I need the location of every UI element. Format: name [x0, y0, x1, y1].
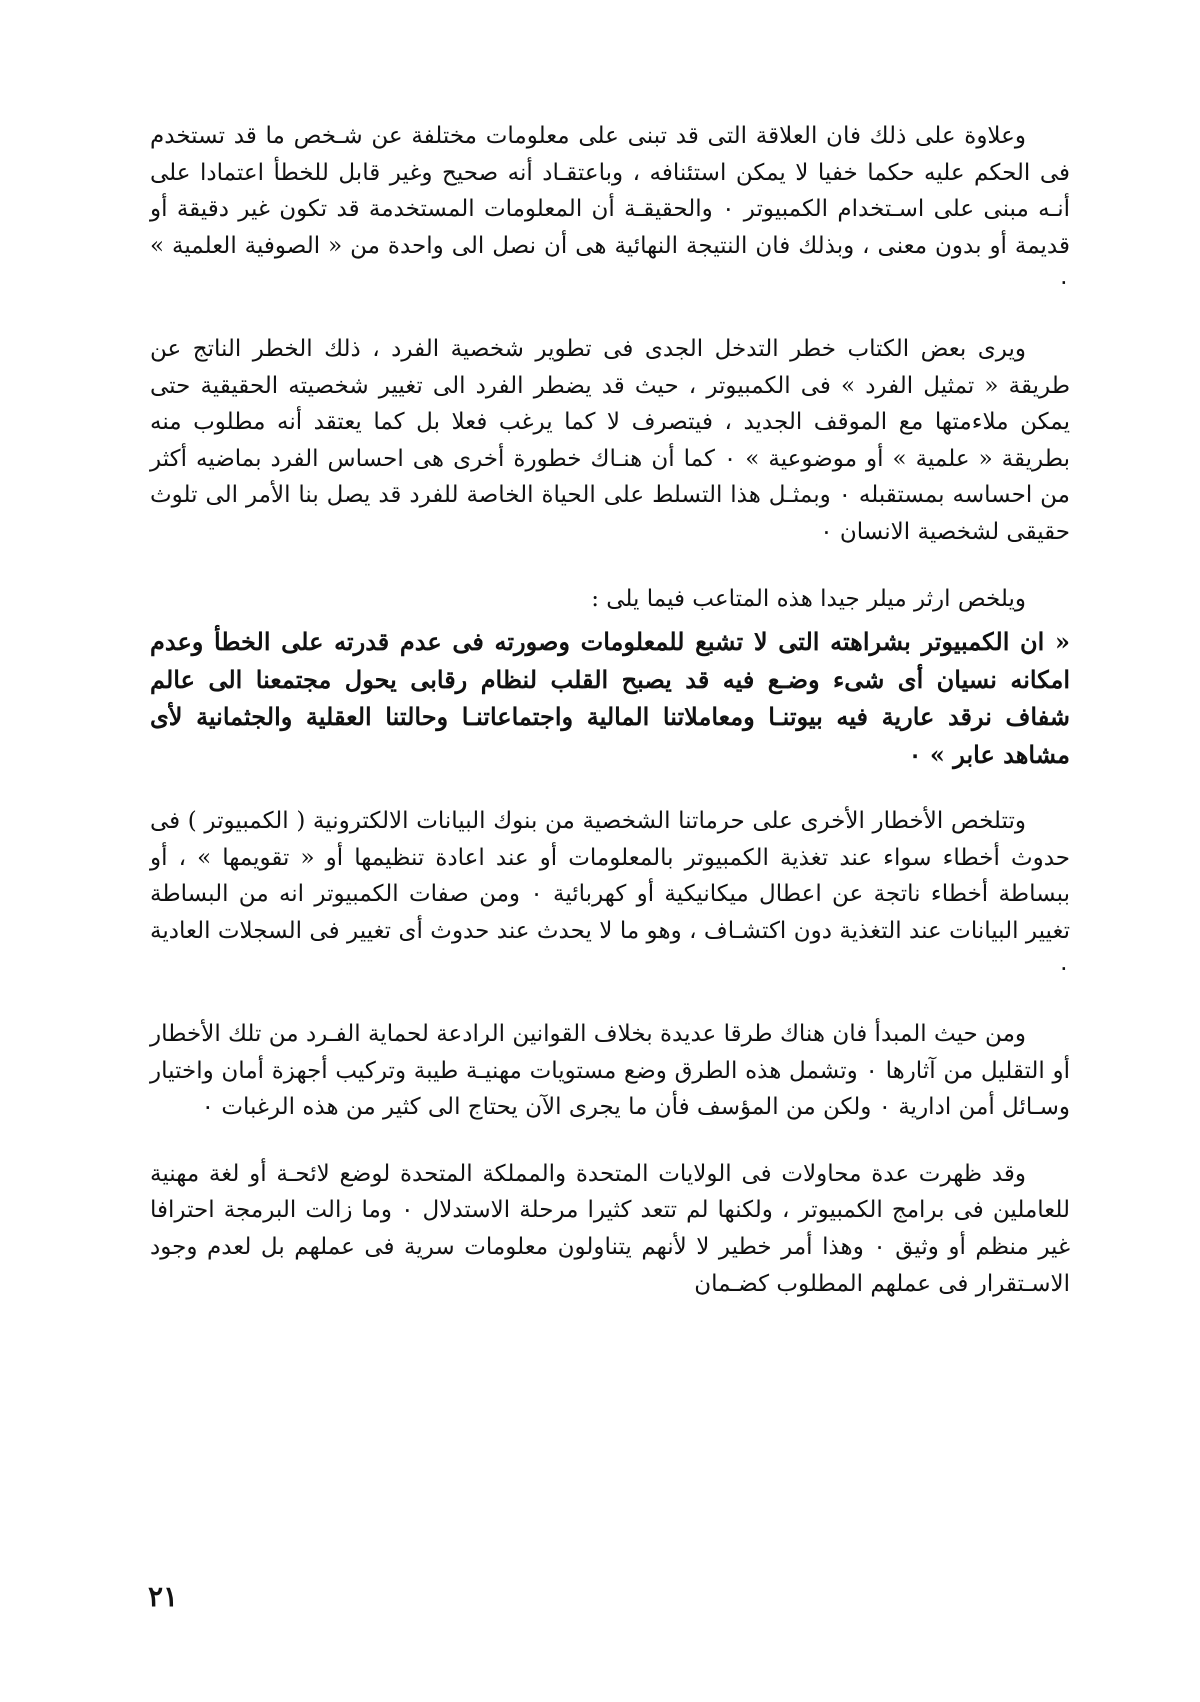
- paragraph-1: وعلاوة على ذلك فان العلاقة التى قد تبنى على معلومات مختلفة عن شـخص ما قد تستخدم فى الحكم عليه حكما خفيا لا يمكن استئنافه ، وباعتقـاد أنه صحيح وغير قابل للخطأ اعتمادا على أنـه مبنى على اسـتخدام الكمبيوتر ٠ والحقيقـة أن المعلومات المستخدمة قد تكون غير دقيقة أو قديمة أو بدون معنى ، وبذلك فان النتيجة النهائية هى أن نصل الى واحدة من « الصوفية العلمية » ٠: [150, 123, 1070, 296]
- page-number: ٢١: [148, 1580, 179, 1613]
- page-body: [150, 118, 1070, 1332]
- paragraph-6: وقد ظهرت عدة محاولات فى الولايات المتحدة والمملكة المتحدة لوضع لائحـة أو لغة مهنية للعاملين فى برامج الكمبيوتر ، ولكنها لم تتعد كثيرا مرحلة الاستدلال ٠ وما زالت البرمجة احترافا غير منظم أو وثيق ٠ وهذا أمر خطير لا لأنهم يتناولون معلومات سرية فى عملهم بل لعدم وجود الاسـتقرار فى عملهم المطلوب كضـمان: [150, 1160, 1071, 1297]
- paragraph-4: وتتلخص الأخطار الأخرى على حرماتنا الشخصية من بنوك البيانات الالكترونية ( الكمبيوتر ) فى حدوث أخطاء سواء عند تغذية الكمبيوتر بالمعلومات أو عند اعادة تنظيمها أو « تقويمها » ، أو ببساطة أخطاء ناتجة عن اعطال ميكانيكية أو كهربائية ٠ ومن صفات الكمبيوتر انه من البساطة تغيير البيانات عند التغذية دون اكتشـاف ، وهو ما لا يحدث عند حدوث أى تغيير فى السجلات العادية ٠: [150, 808, 1070, 981]
- paragraph-2: ويرى بعض الكتاب خطر التدخل الجدى فى تطوير شخصية الفرد ، ذلك الخطر الناتج عن طريقة « تمثيل الفرد » فى الكمبيوتر ، حيث قد يضطر الفرد الى تغيير شخصيته الحقيقية حتى يمكن ملاءمتها مع الموقف الجديد ، فيتصرف لا كما يرغب فعلا بل كما يعتقد أنه مطلوب منه بطريقة « علمية » أو موضوعية » ٠ كما أن هنـاك خطورة أخرى هى احساس الفرد بماضيه أكثر من احساسه بمستقبله ٠ وبمثـل هذا التسلط على الحياة الخاصة للفرد قد يصل بنا الأمر الى تلوث حقيقى لشخصية الانسان ٠: [150, 335, 1070, 545]
- block-quote: « ان الكمبيوتر بشراهته التى لا تشبع للمعلومات وصورته فى عدم قدرته على الخطأ وعدم امكانه نسيان أى شىء وضـع فيه قد يصبح القلب لنظام رقابى يحول مجتمعنا الى عالم شفاف نرقد عارية فيه بيوتنـا ومعاملاتنا المالية واجتماعاتنـا وحالتنا العقلية والجثمانية لأى مشاهد عابر » ٠: [150, 627, 1071, 769]
- paragraph-5: ومن حيث المبدأ فان هناك طرقا عديدة بخلاف القوانين الرادعة لحماية الفـرد من تلك الأخطار أو التقليل من آثارها ٠ وتشمل هذه الطرق وضع مستويات مهنيـة طيبة وتركيب أجهزة أمان واختيار وسـائل أمن ادارية ٠ ولكن من المؤسف فأن ما يجرى الآن يحتاج الى كثير من هذه الرغبات ٠: [150, 1021, 1070, 1121]
- paragraph-quote-intro: ويلخص ارثر ميلر جيدا هذه المتاعب فيما يلى :: [591, 585, 1026, 612]
